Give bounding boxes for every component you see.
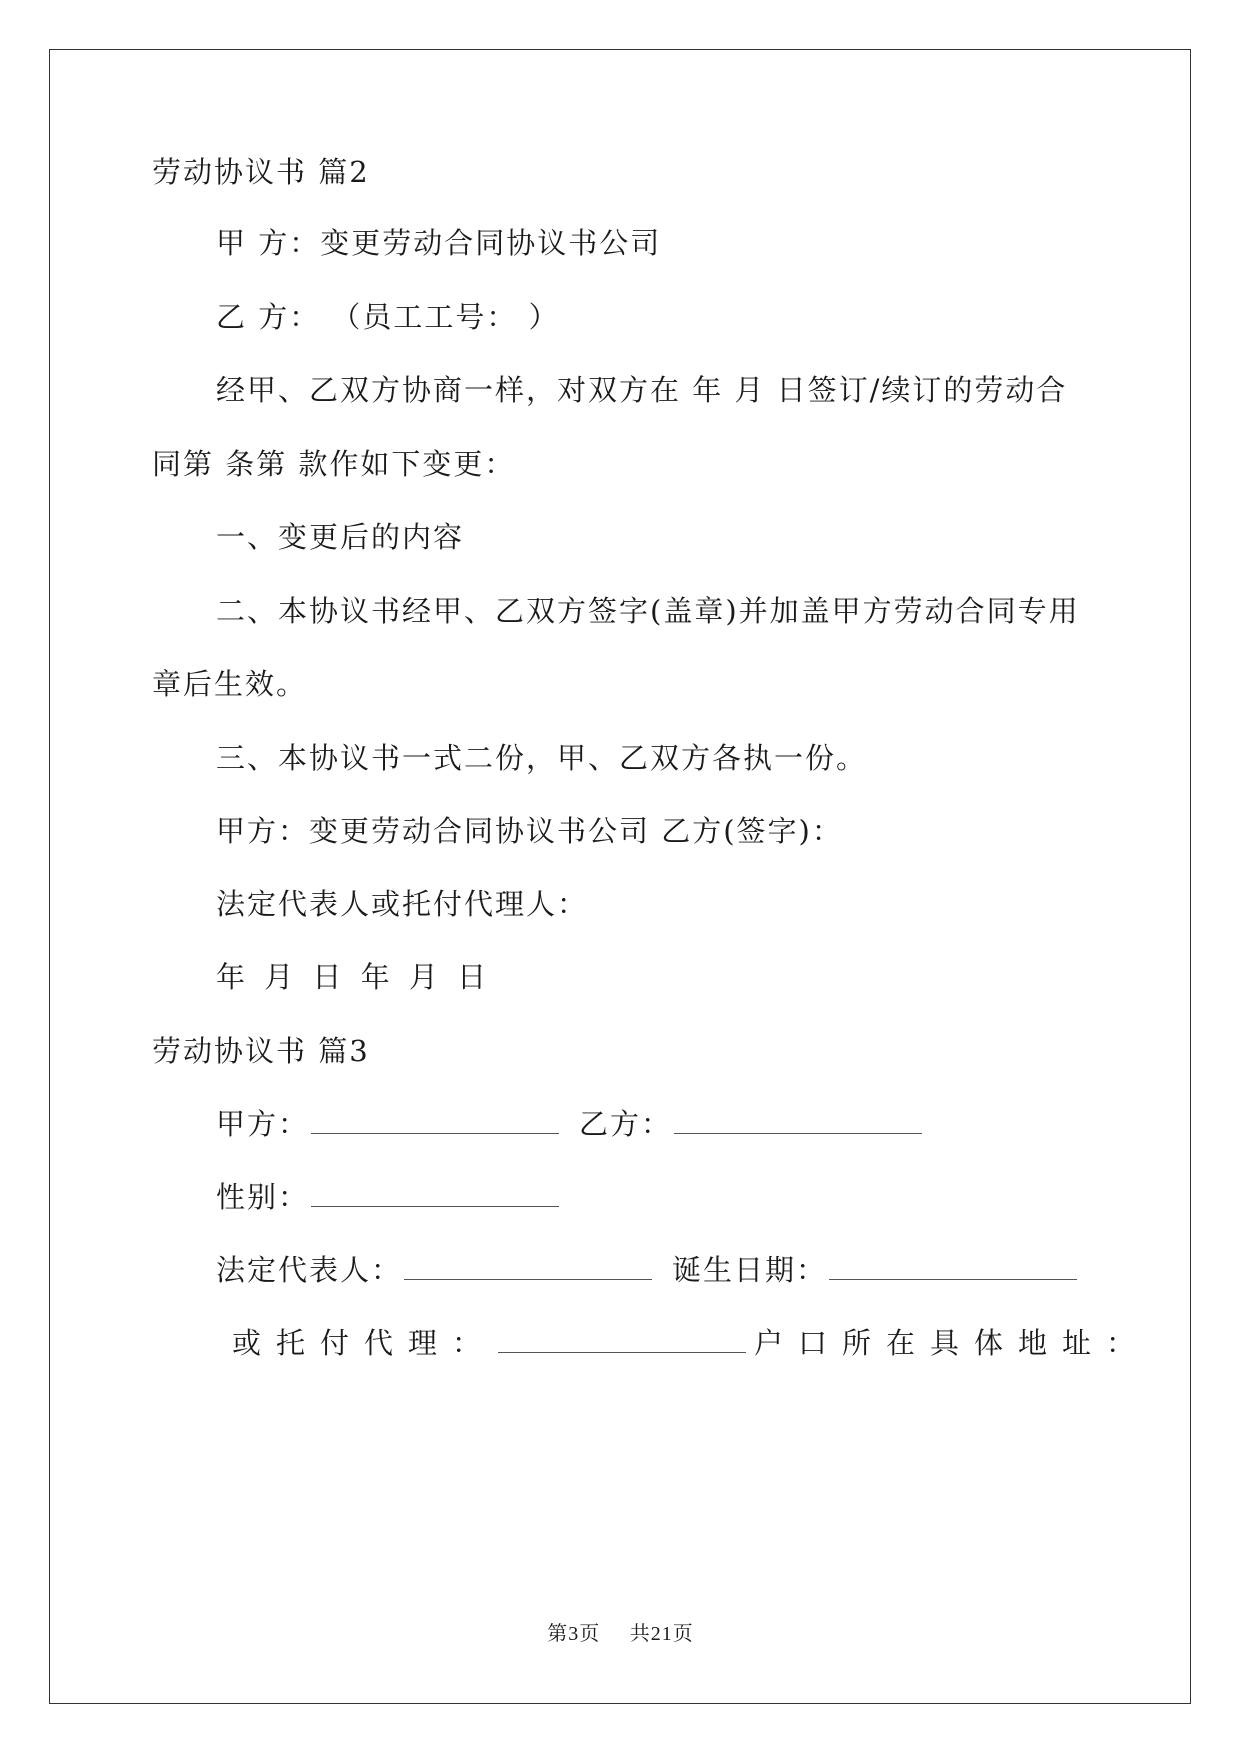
total-pages-number: 21 [650, 1623, 673, 1645]
agent-blank[interactable] [498, 1328, 746, 1353]
clause-2-line-1: 二、本协议书经甲、乙双方签字(盖章)并加盖甲方劳动合同专用 [216, 594, 1080, 628]
party-b-blank[interactable] [674, 1109, 922, 1134]
party-a-label: 甲方： [216, 1107, 310, 1141]
gender-label: 性别： [216, 1180, 310, 1214]
footer-total-prefix: 共 [629, 1621, 651, 1645]
party-a-blank[interactable] [311, 1109, 559, 1134]
legal-rep-row [216, 1255, 1085, 1285]
paragraph-1-line-2: 同第 条第 款作如下变更： [152, 447, 516, 481]
page-border [49, 49, 1191, 1704]
party-b-label: 乙方： [579, 1107, 673, 1141]
legal-rep-blank[interactable] [404, 1255, 652, 1280]
birth-date-label: 诞生日期： [672, 1253, 828, 1287]
clause-3: 三、本协议书一式二份，甲、乙双方各执一份。 [216, 741, 868, 775]
paragraph-1-line-1: 经甲、乙双方协商一样，对双方在 年 月 日签订/续订的劳动合 [216, 373, 1068, 407]
footer-prefix: 第 [547, 1621, 569, 1645]
signature-line: 甲方：变更劳动合同协议书公司 乙方(签字)： [216, 814, 843, 848]
party-a-line: 甲 方：变更劳动合同协议书公司 [216, 226, 662, 260]
section-3-heading: 劳动协议书 篇3 [152, 1034, 370, 1068]
birth-date-blank[interactable] [829, 1255, 1077, 1280]
footer-page-suffix: 页 [579, 1621, 601, 1645]
party-fields-row [216, 1109, 930, 1139]
date-line: 年 月 日 年 月 日 [216, 960, 492, 994]
gender-row [216, 1182, 567, 1212]
address-label: 户口所在具体地址： [754, 1326, 1151, 1360]
representative-line: 法定代表人或托付代理人： [216, 887, 589, 921]
legal-rep-label: 法定代表人： [216, 1253, 403, 1287]
section-2-heading: 劳动协议书 篇2 [152, 155, 370, 189]
clause-2-line-2: 章后生效。 [152, 667, 308, 701]
gender-blank[interactable] [311, 1182, 559, 1207]
agent-row [232, 1328, 1150, 1358]
footer-total-suffix: 页 [672, 1621, 694, 1645]
current-page-number: 3 [568, 1623, 580, 1645]
clause-1: 一、变更后的内容 [216, 520, 465, 554]
agent-label: 或托付代理： [232, 1326, 497, 1360]
party-b-line: 乙 方： （员工工号： ） [216, 300, 560, 334]
page-footer [0, 1617, 1241, 1646]
